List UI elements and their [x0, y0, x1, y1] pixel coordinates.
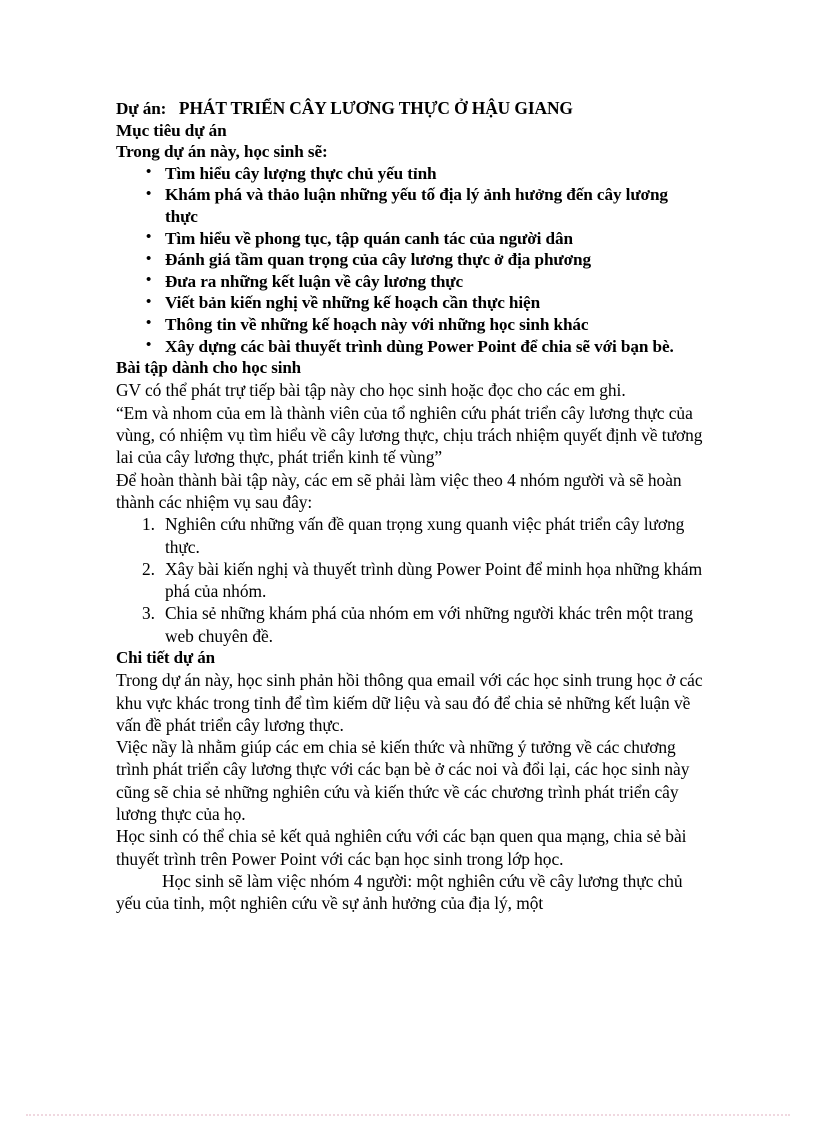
list-item	[116, 336, 704, 358]
assignment-intro: GV có thể phát trự tiếp bài tập này cho học sinh hoặc đọc cho các em ghi.	[116, 380, 626, 401]
objectives-heading: Mục tiêu dự án	[116, 120, 227, 140]
list-item	[116, 513, 704, 558]
tasks-list	[116, 513, 704, 647]
task-number: 1.	[142, 514, 155, 535]
assignment-quote: “Em và nhom của em là thành viên của tổ nghiên cứu phát triển cây lương thực của vùng, có nhiệm vụ tìm hiểu về cây lương thực, chịu trách nhiệm quyết định về tương lai của cây lương thực, phát triển kinh tế vùng”	[116, 402, 703, 468]
details-paragraph: Việc nầy là nhằm giúp các em chia sẻ kiến thức và những ý tưởng về các chương trình phát triển cây lương thực với các bạn bè ở các noi và đổi lại, các học sinh này cũng sẽ chia sẻ những nghiên cứu và kiến thức về các chương trình phát triển cây lương thực của họ.	[116, 737, 690, 825]
document-body	[116, 98, 704, 915]
page-title-main: PHÁT TRIỂN CÂY LƯƠNG THỰC Ở HẬU GIANG	[178, 98, 573, 118]
details-last-paragraph: Học sinh sẽ làm việc nhóm 4 người: một nghiên cứu về cây lương thực chủ yếu của tỉnh, một nghiên cứu về sự ảnh hưởng của địa lý, một	[116, 870, 683, 914]
objective-text: Xây dựng các bài thuyết trình dùng Power Point để chia sẽ với bạn bè.	[165, 336, 674, 356]
objective-text: Đánh giá tầm quan trọng của cây lương thực ở địa phương	[165, 250, 591, 270]
objective-text: Khám phá và thảo luận những yếu tố địa lý ảnh hưởng đến cây lương thực	[165, 185, 668, 226]
details-heading: Chi tiết dự án	[116, 647, 216, 667]
task-number: 2.	[142, 558, 155, 579]
list-item	[116, 314, 704, 336]
list-item	[116, 249, 704, 271]
task-text: Chia sẻ những khám phá của nhóm em với những người khác trên một trang web chuyên đề.	[165, 603, 694, 646]
assignment-section	[116, 357, 704, 914]
objective-text: Tìm hiểu cây lượng thực chủ yếu tỉnh	[165, 163, 437, 183]
assignment-tasks-intro: Để hoàn thành bài tập này, các em sẽ phải làm việc theo 4 nhóm người và sẽ hoàn thành các nhiệm vụ sau đây:	[116, 469, 682, 512]
objectives-section	[116, 98, 704, 357]
page-title-label: Dự án:	[116, 99, 167, 118]
objectives-list	[116, 163, 704, 357]
list-item	[116, 228, 704, 250]
objective-text: Viết bản kiến nghị về những kế hoạch cần thực hiện	[165, 293, 541, 313]
task-number: 3.	[142, 603, 155, 624]
details-paragraph: Học sinh có thể chia sẻ kết quả nghiên cứu với các bạn quen qua mạng, chia sẻ bài thuyết trình trên Power Point với các bạn học sinh trong lớp học.	[116, 826, 687, 869]
list-item	[116, 292, 704, 314]
list-item	[116, 558, 704, 603]
objective-text: Thông tin về những kế hoạch này với những học sinh khác	[165, 314, 589, 334]
task-text: Xây bài kiến nghị và thuyết trình dùng Power Point để minh họa những khám phá của nhóm.	[165, 558, 703, 602]
objectives-intro: Trong dự án này, học sinh sẽ:	[116, 142, 328, 162]
list-item	[116, 602, 704, 647]
list-item	[116, 271, 704, 293]
page-title	[116, 98, 704, 120]
assignment-heading: Bài tập dành cho học sinh	[116, 358, 302, 378]
objective-text: Đưa ra những kết luận về cây lương thực	[165, 271, 464, 291]
list-item	[116, 184, 704, 227]
objective-text: Tìm hiểu về phong tục, tập quán canh tác của người dân	[165, 228, 573, 248]
task-text: Nghiên cứu những vấn đề quan trọng xung quanh việc phát triển cây lương thực.	[165, 514, 685, 557]
list-item	[116, 163, 704, 185]
bottom-divider	[26, 1114, 790, 1118]
details-paragraph: Trong dự án này, học sinh phản hồi thông qua email với các học sinh trung học ở các khu vực khác trong tỉnh để tìm kiếm dữ liệu và sau đó để chia sẻ những kết luận về vấn đề phát triển cây lương thực.	[116, 670, 703, 735]
